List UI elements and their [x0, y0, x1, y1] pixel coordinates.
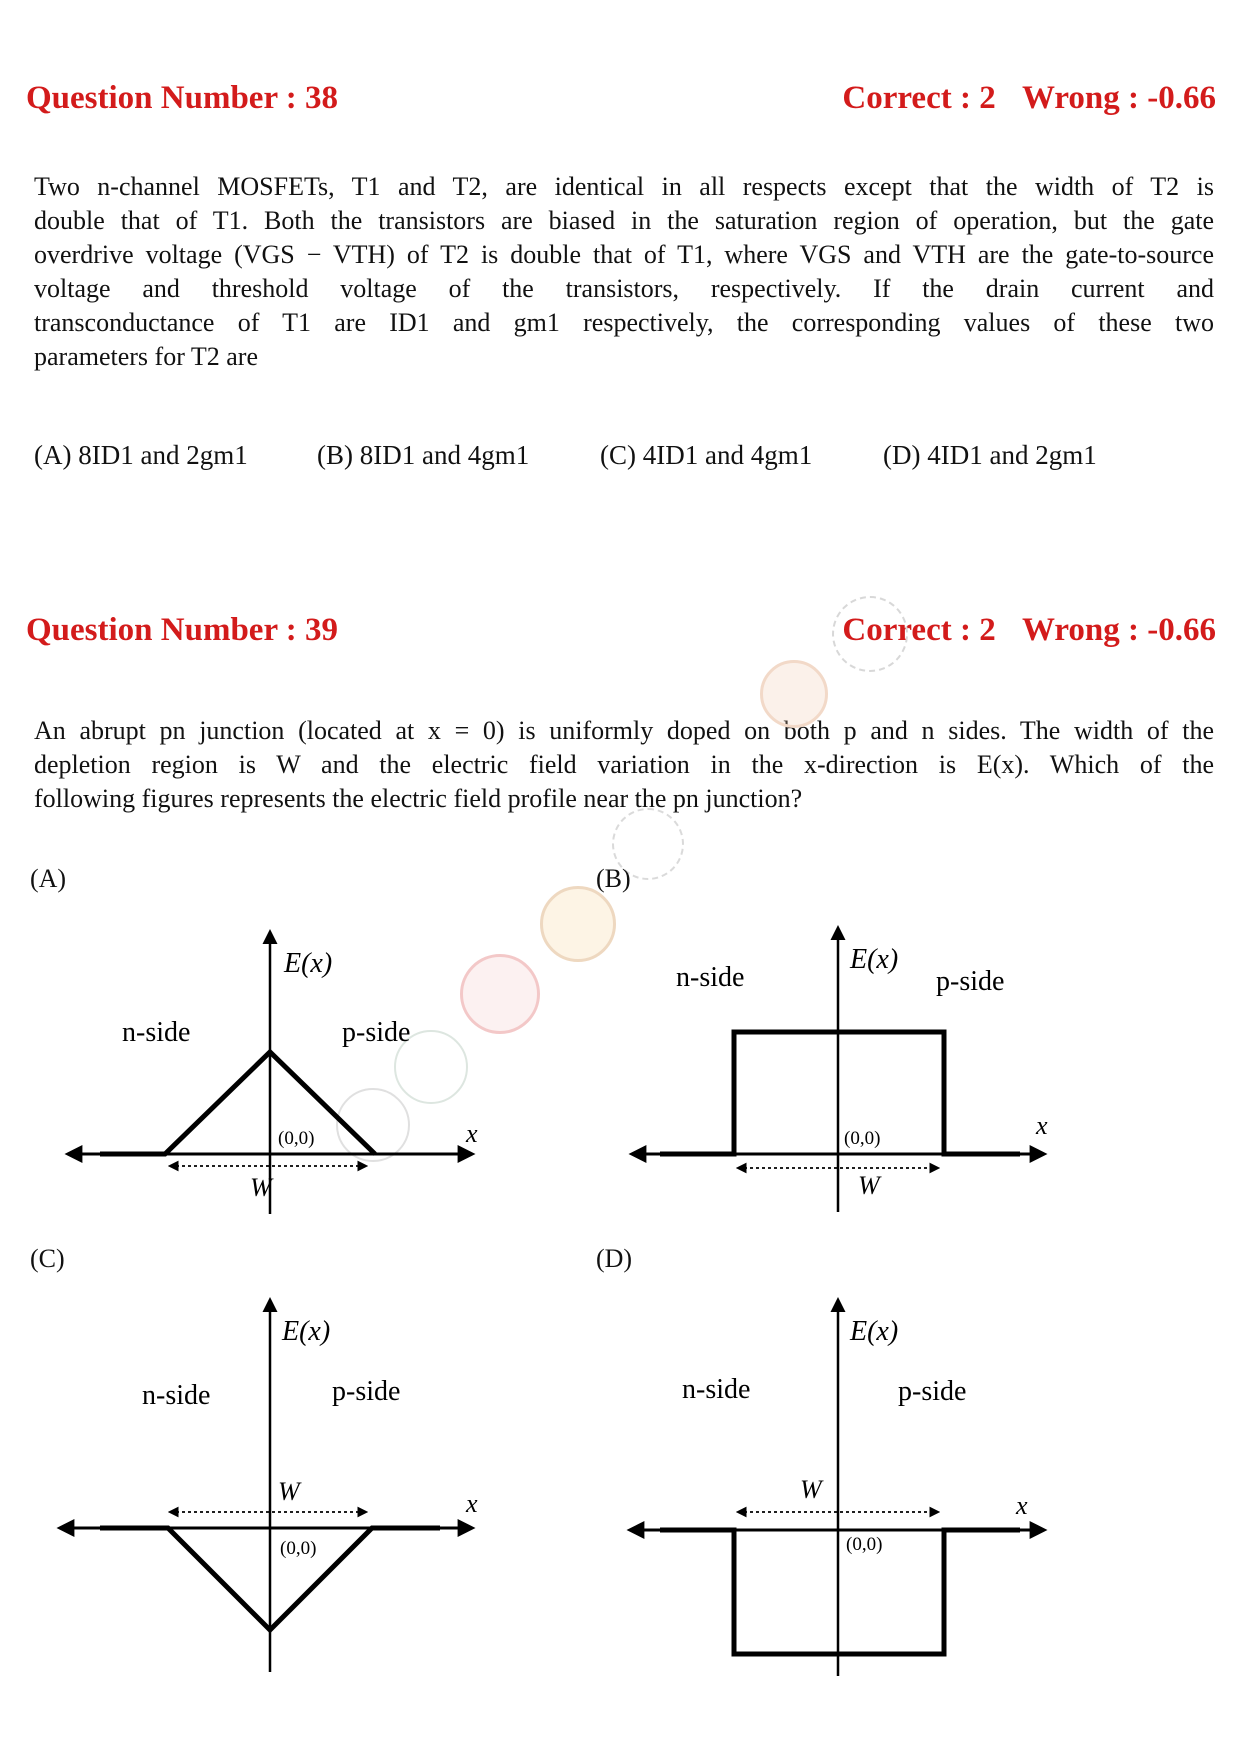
figure-label-b[interactable]: (B) — [596, 864, 631, 893]
text-line: double that of T1. Both the transistors are biased in the saturation region of operation, but the gate — [34, 206, 1214, 235]
wrong-marks: Wrong : -0.66 — [1021, 612, 1216, 648]
text-line: overdrive voltage (VGS − VTH) of T2 is double that of T1, where VGS and VTH are the gate-to-source — [34, 240, 1214, 269]
question-number: Question Number : 39 — [26, 612, 338, 648]
figure-label-a[interactable]: (A) — [30, 864, 67, 893]
origin-label: (0,0) — [278, 1128, 315, 1149]
width-label: W — [278, 1477, 300, 1506]
yaxis-label: E(x) — [282, 1316, 331, 1347]
origin-label: (0,0) — [280, 1538, 317, 1559]
p-side-label: p-side — [342, 1017, 411, 1048]
p-side-label: p-side — [898, 1376, 967, 1407]
origin-label: (0,0) — [846, 1534, 883, 1555]
text-line: Two n-channel MOSFETs, T1 and T2, are identical in all respects except that the width of T2 is — [34, 172, 1214, 201]
yaxis-label: E(x) — [284, 948, 333, 979]
option-a[interactable]: (A) 8ID1 and 2gm1 — [34, 440, 248, 470]
width-label: W — [858, 1171, 880, 1200]
field-profile — [100, 1052, 375, 1154]
option-d[interactable]: (D) 4ID1 and 2gm1 — [883, 440, 1097, 470]
width-label: W — [800, 1475, 822, 1504]
question-number: Question Number : 38 — [26, 80, 338, 116]
n-side-label: n-side — [682, 1374, 751, 1405]
text-line: An abrupt pn junction (located at x = 0) is uniformly doped on both p and n sides. The width of the — [34, 716, 1214, 745]
field-profile — [660, 1032, 1020, 1154]
text-line: parameters for T2 are — [34, 342, 259, 371]
figure-label-c[interactable]: (C) — [30, 1244, 65, 1273]
n-side-label: n-side — [142, 1380, 211, 1411]
width-label: W — [250, 1173, 272, 1202]
yaxis-label: E(x) — [850, 1316, 899, 1347]
figure-label-d[interactable]: (D) — [596, 1244, 633, 1273]
n-side-label: n-side — [122, 1017, 191, 1048]
p-side-label: p-side — [332, 1376, 401, 1407]
xaxis-label: x — [466, 1489, 478, 1518]
option-c[interactable]: (C) 4ID1 and 4gm1 — [600, 440, 813, 470]
correct-marks: Correct : 2 — [842, 612, 996, 648]
xaxis-label: x — [466, 1119, 478, 1148]
field-profile — [660, 1530, 1020, 1654]
wrong-marks: Wrong : -0.66 — [1021, 80, 1216, 116]
text-line: transconductance of T1 are ID1 and gm1 respectively, the corresponding values of these two — [34, 308, 1214, 337]
text-line: voltage and threshold voltage of the transistors, respectively. If the drain current and — [34, 274, 1214, 303]
text-line: depletion region is W and the electric field variation in the x-direction is E(x). Which of the — [34, 750, 1214, 779]
xaxis-label: x — [1016, 1491, 1028, 1520]
text-line: following figures represents the electric field profile near the pn junction? — [34, 784, 803, 813]
origin-label: (0,0) — [844, 1128, 881, 1149]
yaxis-label: E(x) — [850, 944, 899, 975]
n-side-label: n-side — [676, 962, 745, 993]
option-b[interactable]: (B) 8ID1 and 4gm1 — [317, 440, 530, 470]
xaxis-label: x — [1036, 1111, 1048, 1140]
p-side-label: p-side — [936, 966, 1005, 997]
correct-marks: Correct : 2 — [842, 80, 996, 116]
